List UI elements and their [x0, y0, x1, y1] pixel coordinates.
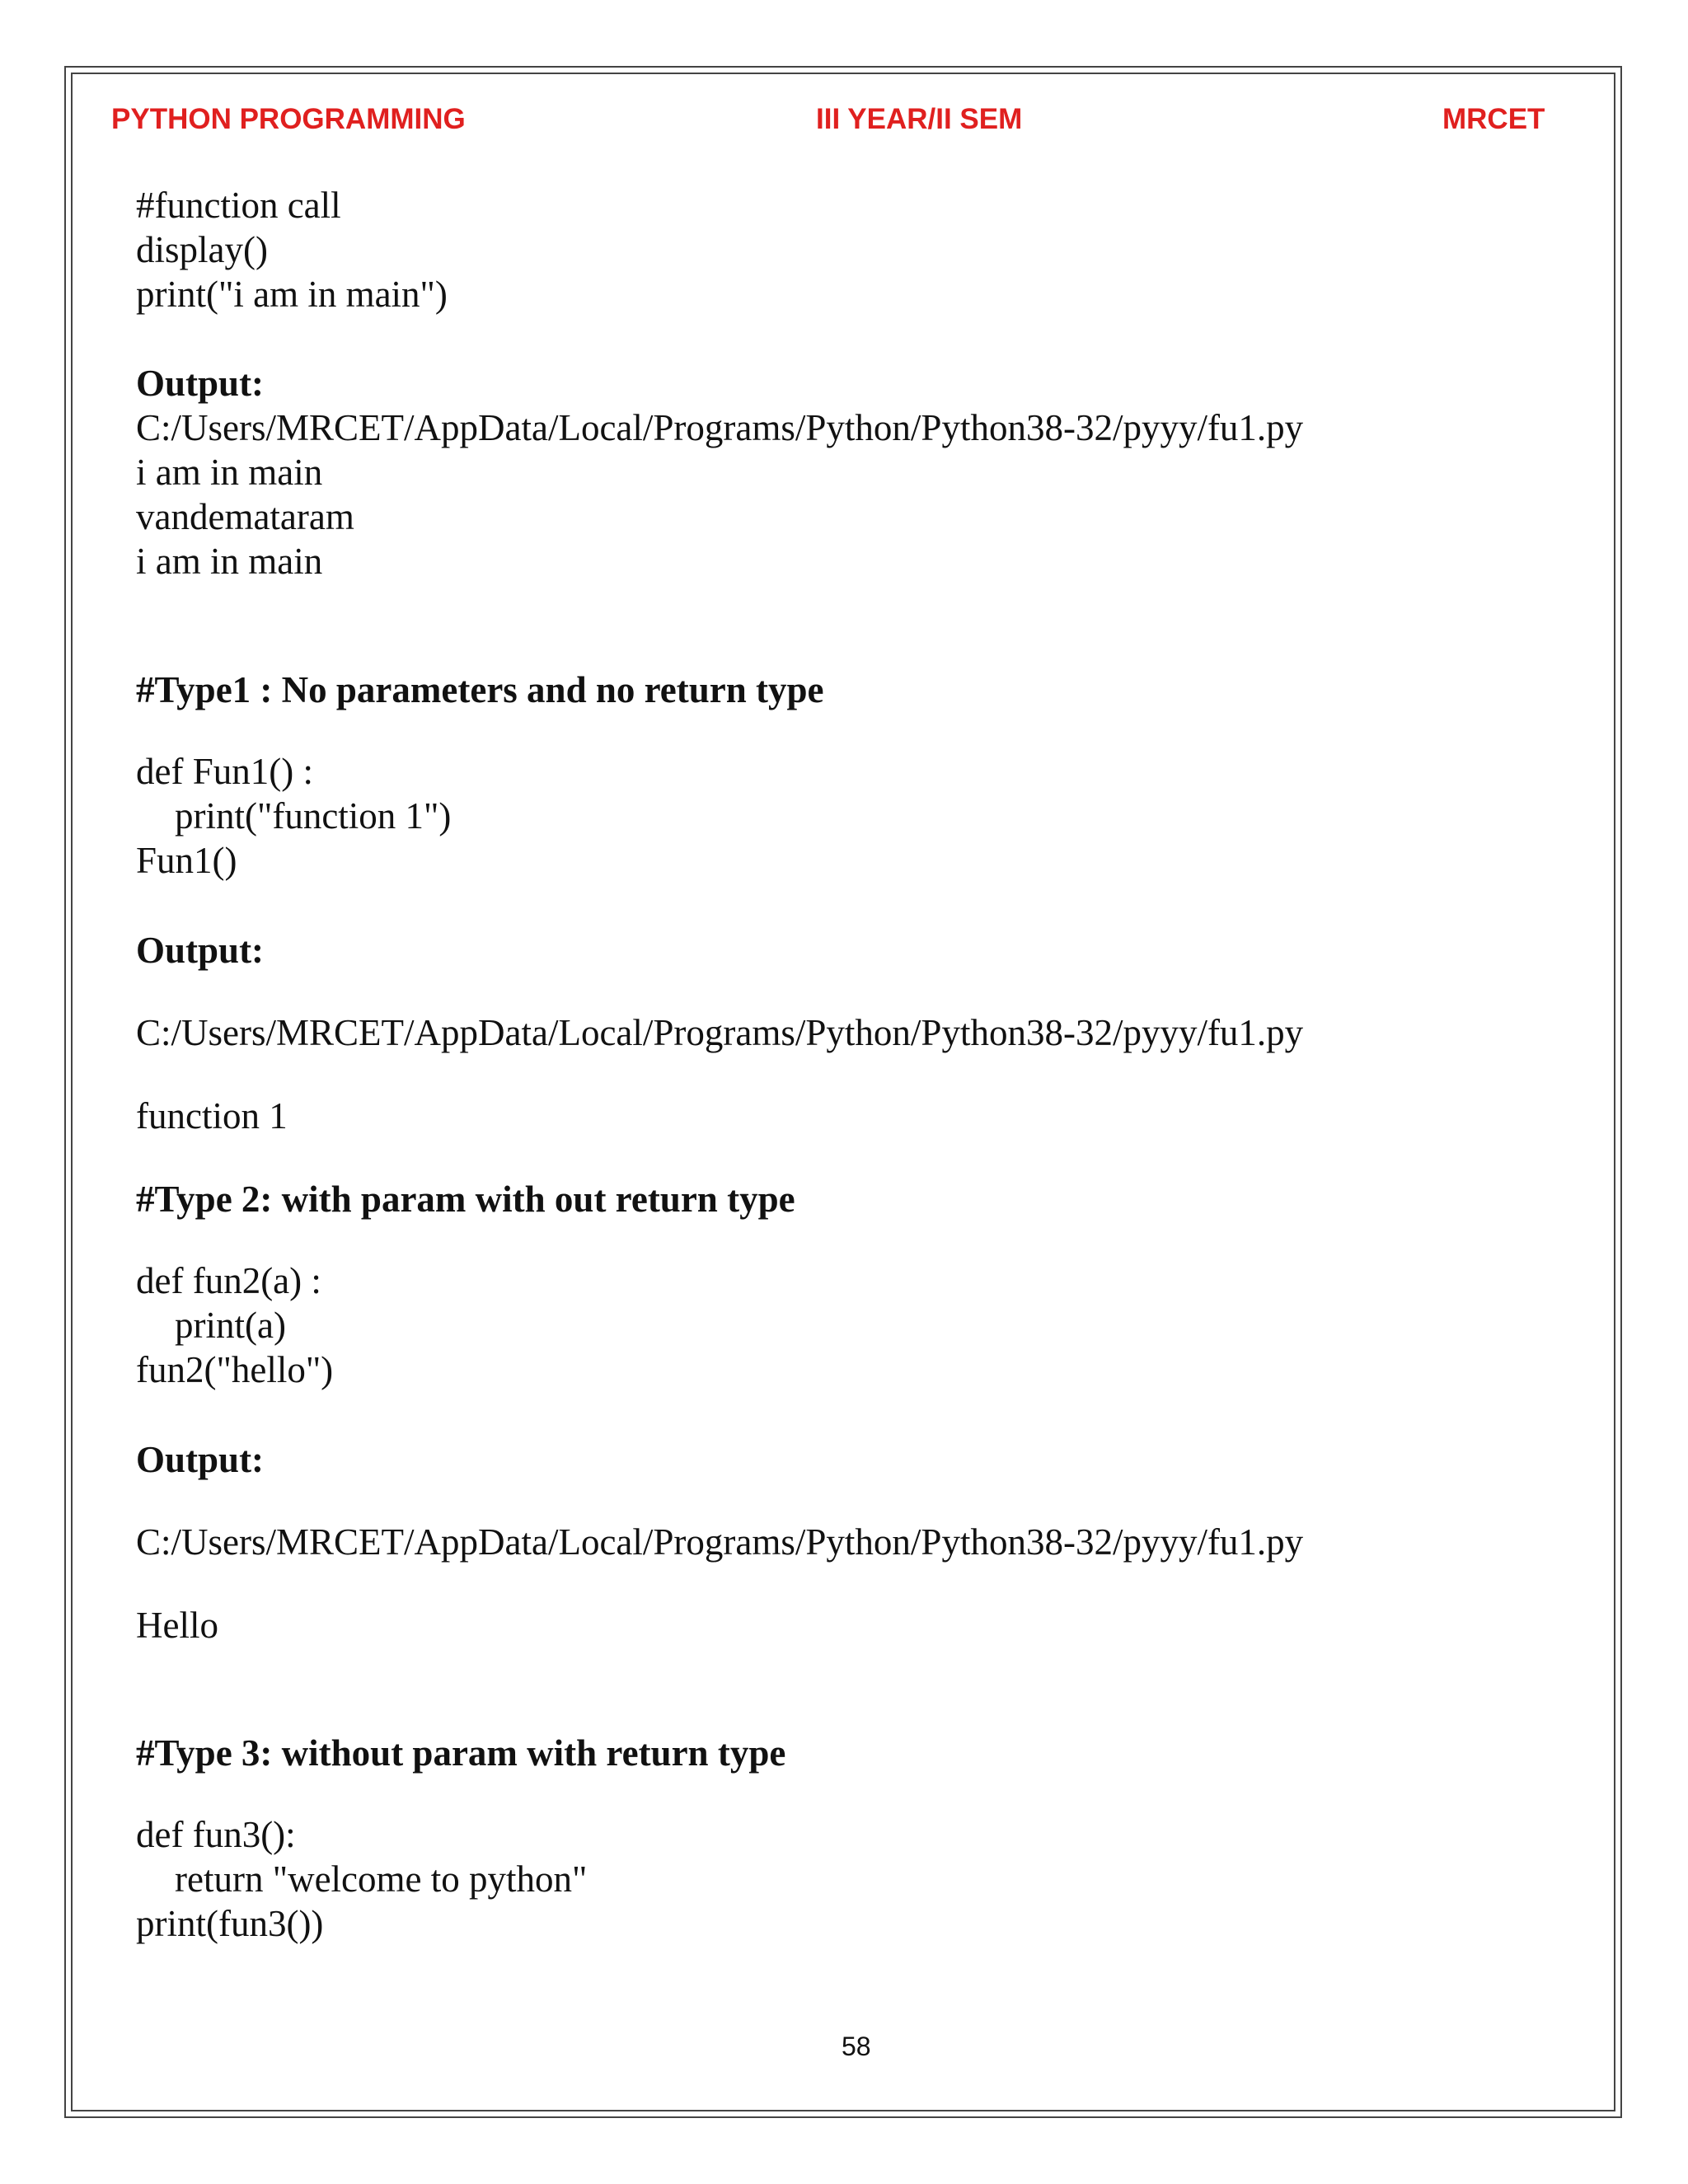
output-path-1: C:/Users/MRCET/AppData/Local/Programs/Python/Python38-32/pyyy/fu1.py [136, 407, 1304, 448]
output-line-1a: i am in main [136, 452, 323, 493]
type1-code-def: def Fun1() : [136, 751, 313, 792]
header-year-semester: III YEAR/II SEM [816, 103, 1023, 135]
type1-heading: #Type1 : No parameters and no return type [136, 669, 824, 710]
type1-code-body: print("function 1") [175, 795, 452, 837]
code-comment-function-call: #function call [136, 185, 341, 226]
header-institution: MRCET [1442, 103, 1545, 135]
type2-code-call: fun2("hello") [136, 1349, 334, 1390]
output-line-1b: vandemataram [136, 496, 354, 537]
page-border-inner [71, 73, 1615, 2111]
code-line-print-main: print("i am in main") [136, 274, 448, 315]
type3-code-body: return "welcome to python" [175, 1858, 588, 1900]
type1-code-call: Fun1() [136, 840, 237, 881]
output-path-3: C:/Users/MRCET/AppData/Local/Programs/Python/Python38-32/pyyy/fu1.py [136, 1521, 1304, 1563]
type2-code-def: def fun2(a) : [136, 1260, 321, 1301]
header-course-title: PYTHON PROGRAMMING [111, 103, 466, 135]
output-line-2a: function 1 [136, 1095, 288, 1137]
type2-code-body: print(a) [175, 1305, 286, 1346]
output-label-3: Output: [136, 1439, 265, 1480]
page-number: 58 [842, 2032, 871, 2061]
type3-code-call: print(fun3()) [136, 1903, 324, 1944]
code-line-display-call: display() [136, 229, 268, 270]
type2-heading: #Type 2: with param with out return type [136, 1179, 795, 1220]
output-path-2: C:/Users/MRCET/AppData/Local/Programs/Python/Python38-32/pyyy/fu1.py [136, 1012, 1304, 1053]
output-line-1c: i am in main [136, 541, 323, 582]
output-label-1: Output: [136, 363, 265, 404]
output-label-2: Output: [136, 930, 265, 971]
type3-code-def: def fun3(): [136, 1814, 296, 1855]
type3-heading: #Type 3: without param with return type [136, 1732, 786, 1774]
output-line-3a: Hello [136, 1605, 218, 1646]
